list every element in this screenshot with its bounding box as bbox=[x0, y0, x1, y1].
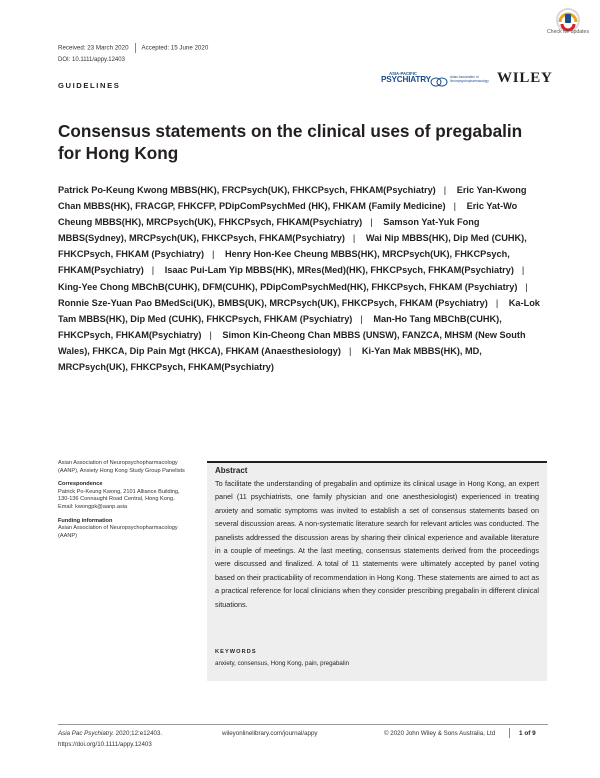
author-separator: | bbox=[453, 201, 456, 212]
article-dates bbox=[58, 43, 208, 53]
author[interactable]: Eric Yat-Wo Cheung MBBS(HK), MRCPsych(UK), FHKCPsych, FHKAM(Psychiatry) bbox=[58, 201, 518, 228]
author-separator: | bbox=[352, 233, 356, 244]
page-number: 1 of 9 bbox=[519, 730, 536, 737]
citation bbox=[58, 730, 162, 737]
correspondence-body: Patrick Po-Keung Kwong, 2101 Alliance Building, 130-136 Connaught Road Central, Hong Kong. bbox=[58, 488, 180, 503]
accepted-date: Accepted: 15 June 2020 bbox=[141, 44, 209, 52]
author[interactable]: King-Yee Chong MBChB(CUHK), DFM(CUHK), PDipComPsychMed(HK), FHKCPsych, FHKAM (Psychiatry) bbox=[58, 281, 518, 292]
affiliation-sidebar bbox=[58, 460, 192, 540]
affiliation-text: Asian Association of Neuropsychopharmacology (AANP), Anxiety Hong Kong Study Group Panelists bbox=[58, 460, 185, 474]
funding-body: Asian Association of Neuropsychopharmacology (AANP) bbox=[58, 525, 178, 539]
author[interactable]: Wai Nip MBBS(HK), Dip Med (CUHK), FHKCPsych, FHKAM (Psychiatry) bbox=[58, 233, 527, 260]
author-separator: | bbox=[151, 265, 155, 276]
abstract-heading: Abstract bbox=[215, 466, 248, 475]
aapp-logo-text: Asian Association of Neuropsychopharmacology bbox=[450, 75, 489, 83]
author[interactable]: Eric Yan-Kwong Chan MBBS(HK), FRACGP, FHKCFP, PDipComPsychMed (HK), FHKAM (Family Medicine) bbox=[58, 185, 527, 212]
journal-logo-top: ASIA-PACIFIC bbox=[389, 71, 417, 76]
publisher-logo[interactable]: WILEY bbox=[497, 70, 553, 86]
footer-separator bbox=[509, 728, 510, 738]
author[interactable]: Ki-Yan Mak MBBS(HK), MD, MRCPsych(UK), FHKCPsych, FHKAM(Psychiatry) bbox=[58, 345, 482, 373]
aapp-logo-icon bbox=[430, 77, 450, 87]
author[interactable]: Henry Hon-Kee Cheung MBBS(HK), MRCPsych(UK), FHKCPsych, FHKAM(Psychiatry) bbox=[58, 249, 510, 276]
author-separator: | bbox=[209, 329, 212, 340]
doi[interactable]: DOI: 10.1111/appy.12403 bbox=[58, 57, 125, 63]
check-for-updates-label[interactable]: Check for updates bbox=[546, 29, 590, 35]
citation-volume: 2020;12:e12403. bbox=[115, 730, 163, 737]
copyright: © 2020 John Wiley & Sons Australia, Ltd bbox=[384, 730, 496, 737]
author-separator: | bbox=[212, 249, 215, 260]
article-title: Consensus statements on the clinical uses of pregabalin for Hong Kong bbox=[58, 121, 523, 163]
author[interactable]: Isaac Pui-Lam Yip MBBS(HK), MRes(Med)(HK), FHKCPsych, FHKAM(Psychiatry) bbox=[164, 265, 514, 276]
author-list bbox=[58, 182, 548, 375]
author[interactable]: Patrick Po-Keung Kwong MBBS(HK), FRCPsych(UK), FHKCPsych, FHKAM(Psychiatry) bbox=[58, 185, 436, 195]
author-separator: | bbox=[521, 265, 525, 276]
correspondence-heading: Correspondence bbox=[58, 481, 103, 488]
author-separator: | bbox=[348, 345, 352, 356]
journal-logo[interactable] bbox=[381, 71, 431, 85]
date-separator bbox=[135, 43, 136, 53]
author-separator: | bbox=[360, 313, 363, 324]
citation-journal: Asia Pac Psychiatry. bbox=[58, 730, 114, 737]
author[interactable]: Ka-Lok Tam MBBS(HK), Dip Med (CUHK), FHKCPsych, FHKAM (Psychiatry) bbox=[58, 297, 540, 324]
author-separator: | bbox=[370, 217, 373, 228]
keywords-heading: KEYWORDS bbox=[215, 649, 257, 655]
journal-logo-main: PSYCHIATRY bbox=[381, 75, 431, 85]
abstract-body: To facilitate the understanding of pregabalin and optimize its clinical usage in Hong Kong, an expert panel (11 psychiatrists, one family physician and one anesthesiologist) experienced in treating anxiety and somatic symptoms was invited to establish a set of consensus statements based on several discussion areas. A non-systematic literature search for relevant articles was conducted. The panelists addressed the discussion areas by sharing their clinical experience and available literature in a couple of meetings. At the last meeting, consensus statements derived from the proceedings were discussed and finalized. A total of 11 statements were ultimately accepted by panel voting based on their practicability of recommendation in Hong Kong. These statements are aimed to act as a practical reference for local clinicians when they consider prescribing pregabalin in different clinical situations. bbox=[215, 479, 539, 609]
author-separator: | bbox=[443, 185, 447, 195]
author[interactable]: Samson Yat-Yuk Fong MBBS(Sydney), MRCPsych(UK), FHKCPsych, FHKAM(Psychiatry) bbox=[58, 217, 480, 244]
author[interactable]: Ronnie Sze-Yuan Pao BMedSci(UK), BMBS(UK), MRCPsych(UK), FHKCPsych, FHKAM (Psychiatry) bbox=[58, 297, 488, 308]
author[interactable]: Man-Ho Tang MBChB(CUHK), FHKCPsych, FHKAM(Psychiatry) bbox=[58, 313, 502, 340]
footer-doi-link[interactable]: https://doi.org/10.1111/appy.12403 bbox=[58, 741, 152, 748]
section-label: GUIDELINES bbox=[58, 81, 121, 90]
footer-divider bbox=[58, 724, 548, 725]
keywords: anxiety, consensus, Hong Kong, pain, pregabalin bbox=[215, 660, 350, 667]
journal-website-link[interactable]: wileyonlinelibrary.com/journal/appy bbox=[222, 730, 318, 737]
abstract-top-rule bbox=[207, 461, 547, 463]
funding-heading: Funding information bbox=[58, 517, 113, 524]
author[interactable]: Simon Kin-Cheong Chan MBBS (UNSW), FANZCA, MHSM (New South Wales), FHKCA, Dip Pain Mgt (HKCA), FHKAM (Anaesthesiology) bbox=[58, 329, 526, 356]
author-separator: | bbox=[495, 297, 499, 308]
author-separator: | bbox=[525, 281, 528, 292]
correspondence-email[interactable]: Email: kwongpk@aanp.asia bbox=[58, 503, 128, 510]
received-date: Received: 23 March 2020 bbox=[58, 44, 129, 52]
